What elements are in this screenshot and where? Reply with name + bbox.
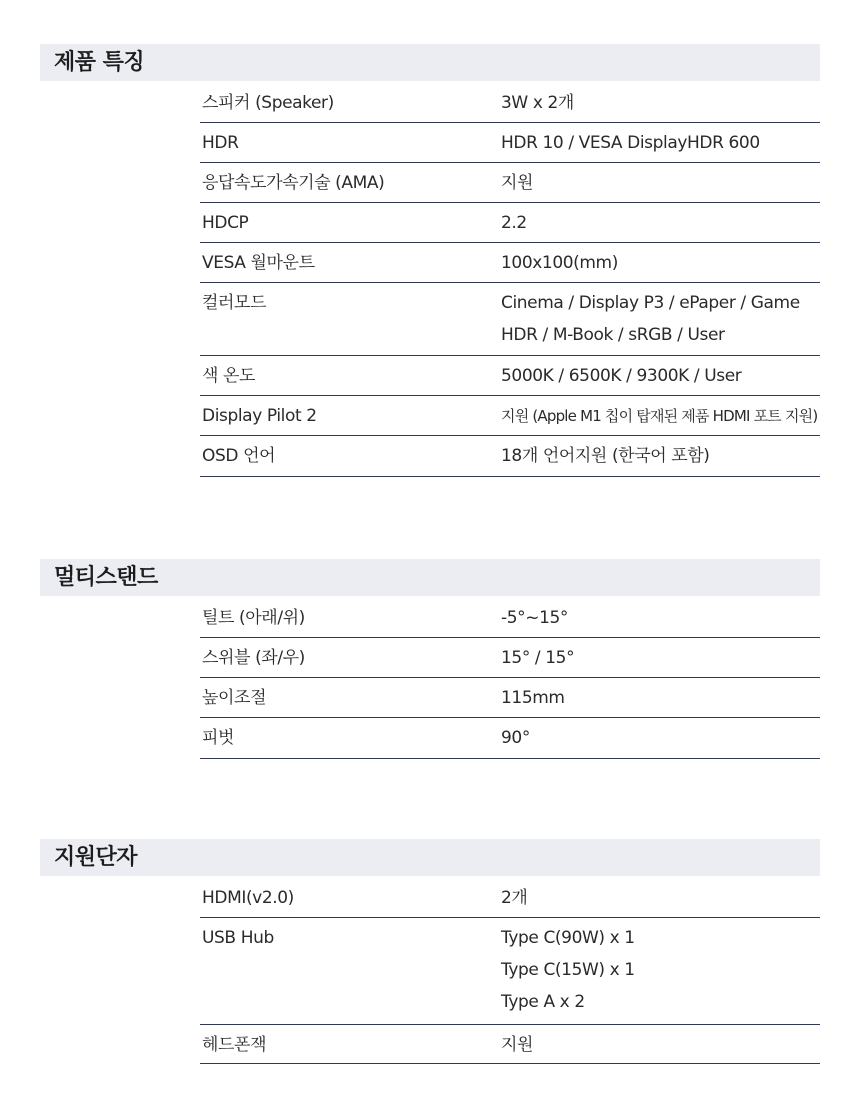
spec-value: 2개	[501, 888, 528, 908]
section-title: 제품 특징	[54, 50, 145, 75]
spec-label: HDR	[202, 133, 239, 153]
spec-row	[200, 243, 820, 283]
spec-value: Type C(15W) x 1	[501, 960, 635, 980]
spec-label: VESA 월마운트	[202, 253, 315, 273]
spec-row	[200, 878, 820, 918]
spec-value: Cinema / Display P3 / ePaper / Game	[501, 293, 800, 313]
spec-row	[200, 918, 820, 1025]
spec-value: 지원	[501, 1035, 534, 1055]
spec-row	[200, 283, 820, 356]
spec-label: Display Pilot 2	[202, 406, 317, 426]
spec-label: USB Hub	[202, 928, 274, 948]
spec-label: HDMI(v2.0)	[202, 888, 294, 908]
section-title: 지원단자	[54, 845, 138, 870]
spec-value: 2.2	[501, 213, 527, 233]
spec-value: HDR 10 / VESA DisplayHDR 600	[501, 133, 760, 153]
spec-row	[200, 678, 820, 718]
spec-table	[200, 83, 820, 477]
spec-row	[200, 638, 820, 678]
spec-label: 응답속도가속기술 (AMA)	[202, 173, 385, 193]
spec-label: 피벗	[202, 728, 235, 748]
spec-value: 15° / 15°	[501, 648, 575, 668]
spec-value: 3W x 2개	[501, 93, 574, 113]
spec-label: 헤드폰잭	[202, 1035, 267, 1055]
section-title: 멀티스탠드	[54, 565, 158, 590]
spec-label: 스피커 (Speaker)	[202, 93, 334, 113]
spec-row	[200, 436, 820, 477]
spec-value: Type C(90W) x 1	[501, 928, 635, 948]
spec-row	[200, 203, 820, 243]
spec-label: 높이조절	[202, 688, 267, 708]
spec-value: 100x100(mm)	[501, 253, 618, 273]
spec-value: Type A x 2	[501, 992, 585, 1012]
section-header	[40, 559, 820, 596]
spec-value: 지원	[501, 173, 534, 193]
spec-label: HDCP	[202, 213, 249, 233]
spec-value: -5°~15°	[501, 608, 569, 628]
section-header	[40, 839, 820, 876]
spec-value: 18개 언어지원 (한국어 포함)	[501, 446, 710, 466]
spec-row	[200, 163, 820, 203]
spec-row	[200, 1025, 820, 1064]
spec-value: 5000K / 6500K / 9300K / User	[501, 366, 742, 386]
spec-label: OSD 언어	[202, 446, 276, 466]
spec-label: 색 온도	[202, 366, 256, 386]
spec-label: 틸트 (아래/위)	[202, 608, 305, 628]
spec-row	[200, 356, 820, 396]
spec-label: 스위블 (좌/우)	[202, 648, 305, 668]
spec-value: HDR / M-Book / sRGB / User	[501, 325, 725, 345]
spec-row	[200, 123, 820, 163]
spec-row	[200, 718, 820, 759]
spec-table	[200, 598, 820, 759]
spec-value: 115mm	[501, 688, 565, 708]
spec-row	[200, 396, 820, 436]
spec-table	[200, 878, 820, 1064]
spec-row	[200, 83, 820, 123]
spec-value: 지원 (Apple M1 칩이 탑재된 제품 HDMI 포트 지원)	[501, 407, 818, 425]
spec-value: 90°	[501, 728, 530, 748]
section-header	[40, 44, 820, 81]
spec-row	[200, 598, 820, 638]
spec-label: 컬러모드	[202, 293, 267, 313]
